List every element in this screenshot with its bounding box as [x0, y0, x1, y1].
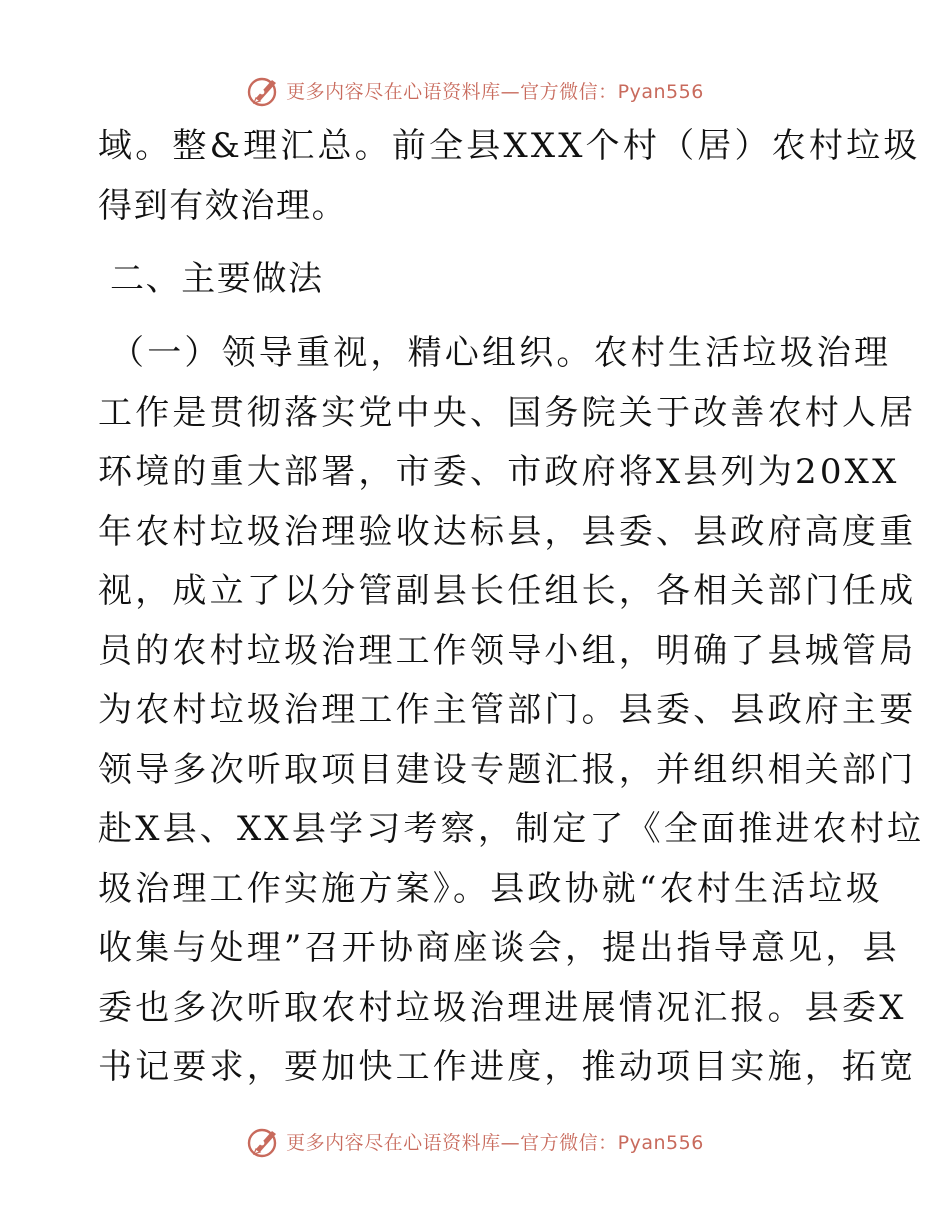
text-line: 域。整&理汇总。前全县XXX个村（居）农村垃圾 [98, 126, 921, 166]
text-line: 委也多次听取农村垃圾治理进展情况汇报。县委X [98, 988, 907, 1028]
watermark-text: 更多内容尽在心语资料库—官方微信：Pyan556 [286, 1131, 704, 1154]
text-line: 为农村垃圾治理工作主管部门。县委、县政府主要 [98, 690, 917, 730]
text-line: （一）领导重视，精心组织。农村生活垃圾治理 [110, 333, 892, 373]
pen-logo-icon [246, 72, 282, 108]
watermark-header [0, 70, 950, 110]
text-line: 视，成立了以分管副县长任组长，各相关部门任成 [98, 571, 917, 611]
text-line: 年农村垃圾治理验收达标县，县委、县政府高度重 [98, 512, 917, 552]
watermark-text: 更多内容尽在心语资料库—官方微信：Pyan556 [286, 80, 704, 103]
text-line: 工作是贯彻落实党中央、国务院关于改善农村人居 [98, 393, 917, 433]
watermark-footer [0, 1121, 950, 1161]
text-line: 赴X县、XX县学习考察，制定了《全面推进农村垃 [98, 809, 925, 849]
text-line: 员的农村垃圾治理工作领导小组，明确了县城管局 [98, 631, 917, 671]
text-line: 得到有效治理。 [98, 186, 348, 226]
text-line: 环境的重大部署，市委、市政府将X县列为20XX [98, 452, 900, 492]
section-heading: 二、主要做法 [110, 259, 324, 299]
pen-logo-icon [246, 1123, 282, 1159]
text-line: 收集与处理”召开协商座谈会，提出指导意见，县 [98, 928, 900, 968]
text-line: 书记要求，要加快工作进度，推动项目实施，拓宽 [98, 1047, 917, 1087]
text-line: 圾治理工作实施方案》。县政协就“农村生活垃圾 [98, 869, 883, 909]
text-line: 领导多次听取项目建设专题汇报，并组织相关部门 [98, 750, 917, 790]
